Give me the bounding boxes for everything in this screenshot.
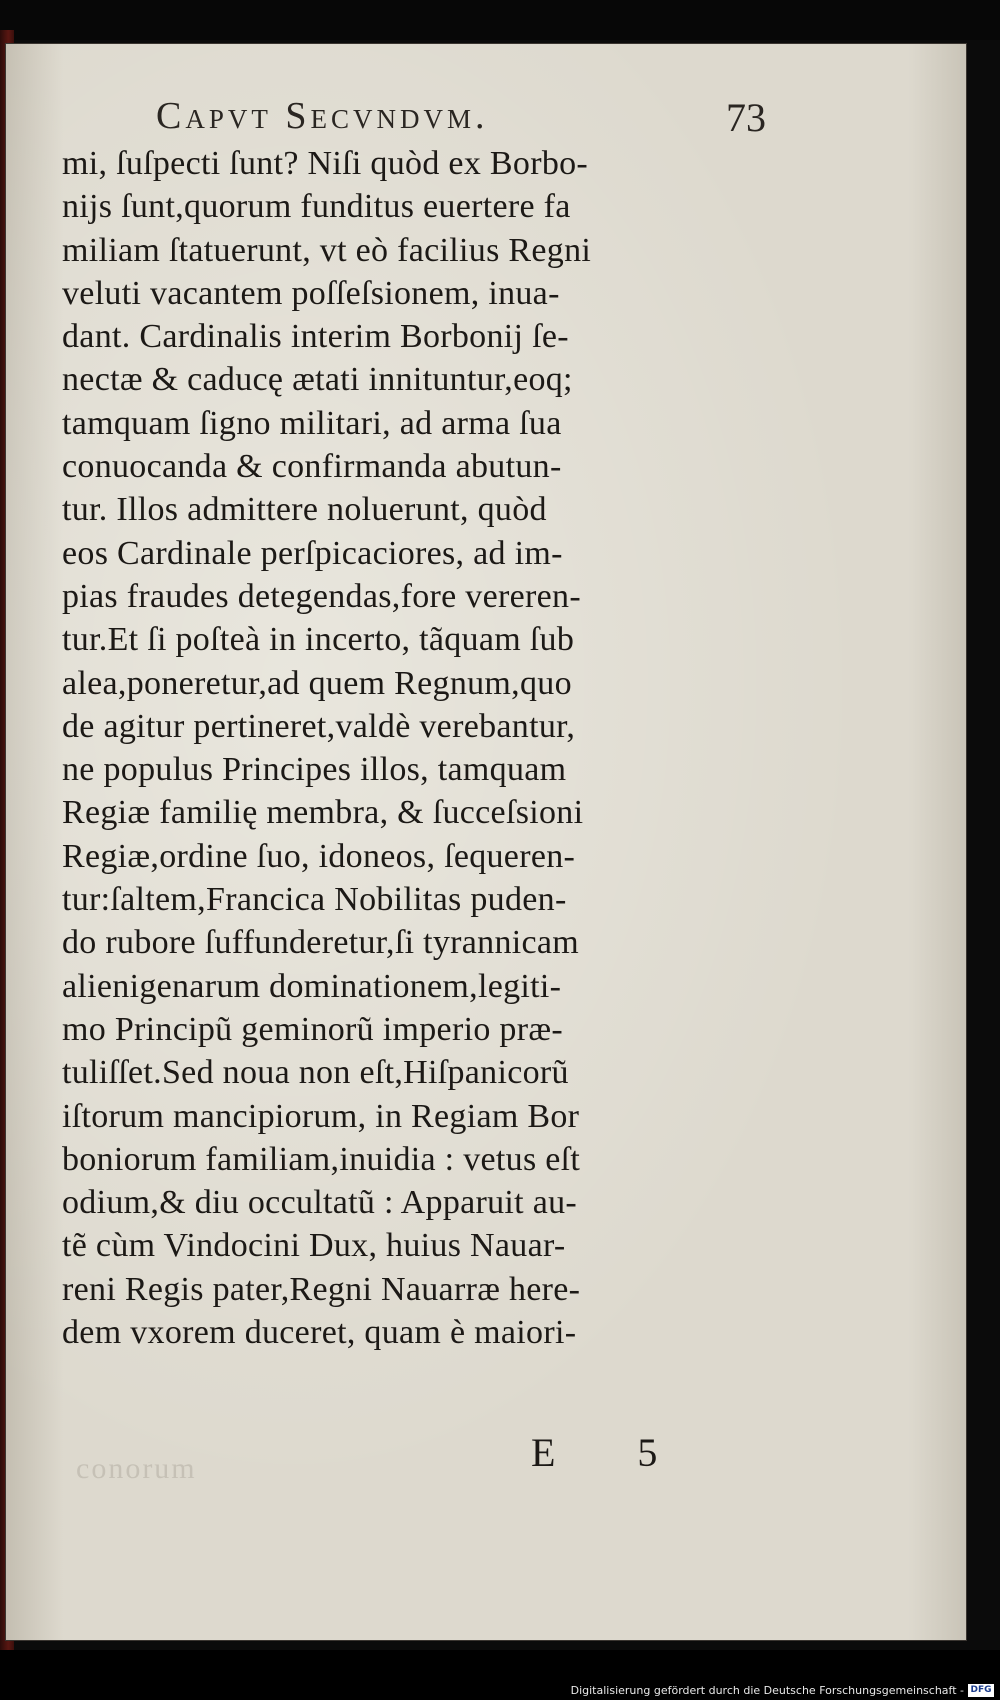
signature-mark: E 5 xyxy=(531,1430,694,1475)
text-line: boniorum familiam,inuidia : vetus eſt xyxy=(62,1140,581,1178)
text-line: tẽ cùm Vindocini Dux, huius Nauar- xyxy=(62,1227,566,1265)
text-line: nijs ſunt,quorum funditus euertere fa xyxy=(62,188,571,226)
text-line: odium,& diu occultatũ : Apparuit au- xyxy=(62,1184,578,1222)
text-line: Regiæ familię membra, & ſucceſsioni xyxy=(62,794,584,832)
page-number: 73 xyxy=(726,95,766,140)
scan-background-top xyxy=(0,0,1000,40)
text-line: pias fraudes detegendas,fore vereren- xyxy=(62,577,581,615)
text-line: ne populus Principes illos, tamquam xyxy=(62,751,567,789)
text-line: tuliſſet.Sed noua non eſt,Hiſpanicorũ xyxy=(62,1054,569,1092)
running-head: Capvt Secvndvm. xyxy=(156,95,489,137)
text-line: tur:ſaltem,Francica Nobilitas puden- xyxy=(62,881,567,919)
footer-credit: Digitalisierung gefördert durch die Deutsche Forschungsgemeinschaft - xyxy=(570,1683,964,1697)
text-line: nectæ & caducę ætati innituntur,eoq; xyxy=(62,361,573,399)
text-line: tur.Et ſi poſteà in incerto, tãquam ſub xyxy=(62,621,575,659)
text-line: Regiæ,ordine ſuo, idoneos, ſequeren- xyxy=(62,837,576,875)
text-line: alienigenarum dominationem,legiti- xyxy=(62,967,562,1005)
text-line: tur. Illos admittere noluerunt, quòd xyxy=(62,491,547,529)
text-line: reni Regis pater,Regni Nauarræ here- xyxy=(62,1270,581,1308)
text-line: conuocanda & confirmanda abutun- xyxy=(62,448,562,486)
book-page xyxy=(6,44,966,1640)
bleed-through-text: conorum xyxy=(76,1452,197,1485)
text-line: tamquam ſigno militari, ad arma ſua xyxy=(62,404,562,442)
digitization-footer xyxy=(571,1682,994,1698)
text-line: iſtorum mancipiorum, in Regiam Bor xyxy=(62,1097,580,1135)
text-line: mo Principũ geminorũ imperio præ- xyxy=(62,1010,563,1048)
dfg-logo-icon: DFG xyxy=(968,1684,994,1697)
body-text xyxy=(62,142,762,1354)
text-line: alea,poneretur,ad quem Regnum,quo xyxy=(62,664,572,702)
text-line: mi, ſuſpecti ſunt? Niſi quòd ex Borbo- xyxy=(62,145,589,182)
text-line: do rubore ſuffunderetur,ſi tyrannicam xyxy=(62,924,580,962)
text-line: de agitur pertineret,valdè verebantur, xyxy=(62,707,576,745)
text-line: dem vxorem duceret, quam è maiori- xyxy=(62,1314,577,1352)
page-content xyxy=(6,44,966,1640)
text-line: dant. Cardinalis interim Borbonij ſe- xyxy=(62,318,569,356)
text-line: veluti vacantem poſſeſsionem, inua- xyxy=(62,274,560,312)
text-line: eos Cardinale perſpicaciores, ad im- xyxy=(62,534,563,572)
text-line: miliam ſtatuerunt, vt eò facilius Regni xyxy=(62,231,592,269)
